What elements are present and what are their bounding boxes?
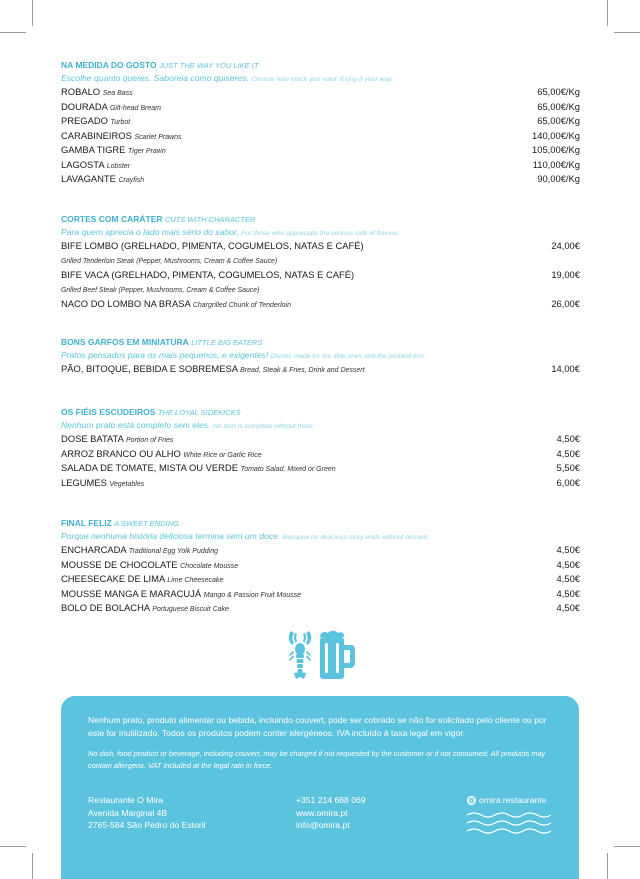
section-subtitle: Nenhum prato está completo sem eles. No dish is complete without them. bbox=[61, 420, 315, 430]
menu-item: SALADA DE TOMATE, MISTA OU VERDE Tomato Salad, Mixed or Green 5,50€ bbox=[61, 462, 580, 473]
price: 14,00€ bbox=[551, 363, 580, 374]
email-link[interactable]: info@omira.pt bbox=[296, 820, 350, 830]
instagram-link[interactable] bbox=[467, 794, 551, 807]
price: 26,00€ bbox=[551, 298, 580, 309]
postal-address: 2765-584 São Pedro do Estoril bbox=[88, 820, 206, 830]
section-subtitle: Para quem aprecia o lado mais sério do sabor. For those who appreciate the serious side of flavour. bbox=[61, 227, 399, 237]
crop-mark bbox=[0, 846, 26, 847]
menu-item: LEGUMES Vegetables 6,00€ bbox=[61, 476, 580, 488]
section-os-fieis-escudeiros bbox=[61, 407, 580, 491]
price: 4,50€ bbox=[556, 433, 580, 444]
price: 4,50€ bbox=[556, 544, 580, 555]
section-cortes-com-carater bbox=[61, 214, 580, 313]
contact-block bbox=[296, 794, 366, 832]
section-final-feliz bbox=[61, 518, 580, 617]
crop-mark bbox=[32, 0, 33, 26]
menu-item: DOURADA Gilt-head Bream 65,00€/Kg bbox=[61, 100, 580, 112]
menu-item: DOSE BATATA Portion of Fries 4,50€ bbox=[61, 433, 580, 444]
price: 90,00€/Kg bbox=[537, 173, 580, 184]
instagram-icon bbox=[467, 796, 476, 805]
price: 65,00€/Kg bbox=[537, 100, 580, 112]
social-block bbox=[467, 794, 551, 839]
price: 5,50€ bbox=[556, 462, 580, 473]
crop-mark bbox=[614, 32, 640, 33]
section-subtitle: Porque nenhuma história deliciosa termina sem um doce. Because no delicious story ends without dessert. bbox=[61, 531, 430, 541]
menu-item: LAGOSTA Lobster 110,00€/Kg bbox=[61, 158, 580, 170]
notice-en: No dish, food product or beverage, including couvert, may be charged if not requested by the customer or if not consumed. All products may contain allergens. VAT included at the legal rate in force. bbox=[88, 749, 546, 770]
price: 6,00€ bbox=[556, 476, 580, 488]
restaurant-name: Restaurante O Mira bbox=[88, 795, 163, 805]
menu-item: BIFE VACA (GRELHADO, PIMENTA, COGUMELOS, NATAS E CAFÉ) 19,00€ bbox=[61, 269, 580, 280]
price: 19,00€ bbox=[551, 269, 580, 280]
section-title: NA MEDIDA DO GOSTO JUST THE WAY YOU LIKE IT bbox=[61, 60, 259, 70]
price: 4,50€ bbox=[556, 447, 580, 459]
menu-item: PÃO, BITOQUE, BEBIDA E SOBREMESA Bread, Steak & Fries, Drink and Dessert 14,00€ bbox=[61, 363, 580, 374]
price: 110,00€/Kg bbox=[532, 158, 580, 170]
crop-mark bbox=[32, 853, 33, 879]
instagram-handle: omira.restaurante bbox=[479, 795, 547, 805]
price: 4,50€ bbox=[556, 602, 580, 613]
crop-mark bbox=[0, 32, 26, 33]
menu-item: BIFE LOMBO (GRELHADO, PIMENTA, COGUMELOS, NATAS E CAFÉ) 24,00€ bbox=[61, 240, 580, 251]
price: 4,50€ bbox=[556, 558, 580, 570]
menu-item: NACO DO LOMBO NA BRASA Chargrilled Chunk of Tenderloin 26,00€ bbox=[61, 298, 580, 309]
menu-item: BOLO DE BOLACHA Portuguese Biscuit Cake 4,50€ bbox=[61, 602, 580, 613]
menu-item: MOUSSE DE CHOCOLATE Chocolate Mousse 4,50€ bbox=[61, 558, 580, 570]
menu-item: PREGADO Turbot 65,00€/Kg bbox=[61, 115, 580, 126]
section-na-medida-do-gosto bbox=[61, 60, 580, 188]
crop-mark bbox=[607, 853, 608, 879]
menu-item: CHEESECAKE DE LIMA Lime Cheesecake 4,50€ bbox=[61, 573, 580, 584]
phone-number[interactable]: +351 214 688 069 bbox=[296, 795, 366, 805]
menu-item: ROBALO Sea Bass 65,00€/Kg bbox=[61, 86, 580, 97]
street-address: Avenida Marginal 4B bbox=[88, 807, 168, 818]
section-title: CORTES COM CARÁTER CUTS WITH CHARACTER bbox=[61, 214, 256, 224]
menu-item: ENCHARCADA Traditional Egg Yolk Pudding 4,50€ bbox=[61, 544, 580, 555]
section-title: OS FIÉIS ESCUDEIROS THE LOYAL SIDEKICKS bbox=[61, 407, 241, 417]
price: 140,00€/Kg bbox=[532, 129, 580, 141]
price: 24,00€ bbox=[551, 240, 580, 251]
menu-item: ARROZ BRANCO OU ALHO White Rice or Garlic Rice 4,50€ bbox=[61, 447, 580, 459]
crop-mark bbox=[614, 846, 640, 847]
section-bons-garfos-em-miniatura bbox=[61, 337, 580, 378]
menu-item-description: Grilled Beef Steak (Pepper, Mushrooms, Cream & Coffee Sauce) bbox=[61, 286, 260, 294]
price: 4,50€ bbox=[556, 573, 580, 584]
website-link[interactable]: www.omira.pt bbox=[296, 807, 348, 818]
section-title: FINAL FELIZ A SWEET ENDING bbox=[61, 518, 179, 528]
waves-icon bbox=[467, 810, 551, 836]
section-subtitle: Pratos pensados para os mais pequenos, e exigentes! Dishes made for the little ones and the pickiest too! bbox=[61, 350, 425, 360]
decorative-icons bbox=[287, 629, 357, 681]
crop-mark bbox=[607, 0, 608, 26]
price: 65,00€/Kg bbox=[537, 115, 580, 126]
footer bbox=[61, 696, 579, 879]
section-title: BONS GARFOS EM MINIATURA LITTLE BIG EATERS bbox=[61, 337, 263, 347]
notice-pt: Nenhum prato, produto alimentar ou bebida, incluindo couvert, pode ser cobrado se não for solicitado pelo cliente ou por este for inutilizado. Todos os produtos podem conter alergéneos. IVA incluído à taxa legal em vigor. bbox=[88, 715, 547, 738]
beer-mug-icon bbox=[317, 629, 357, 681]
address-block bbox=[88, 794, 206, 832]
menu-item: MOUSSE MANGA E MARACUJÁ Mango & Passion Fruit Mousse 4,50€ bbox=[61, 587, 580, 599]
menu-item: LAVAGANTE Crayfish 90,00€/Kg bbox=[61, 173, 580, 184]
price: 65,00€/Kg bbox=[537, 86, 580, 97]
menu-item-description: Grilled Tenderloin Steak (Pepper, Mushrooms, Cream & Coffee Sauce) bbox=[61, 257, 278, 265]
price: 4,50€ bbox=[556, 587, 580, 599]
lobster-icon bbox=[287, 629, 313, 681]
price: 105,00€/Kg bbox=[532, 144, 580, 155]
section-subtitle: Escolhe quanto queres. Saboreia como quiseres. Choose how much you want. Enjoy it your way. bbox=[61, 73, 394, 83]
menu-item: GAMBA TIGRE Tiger Prawn 105,00€/Kg bbox=[61, 144, 580, 155]
menu-item: CARABINEIROS Scarlet Prawns 140,00€/Kg bbox=[61, 129, 580, 141]
